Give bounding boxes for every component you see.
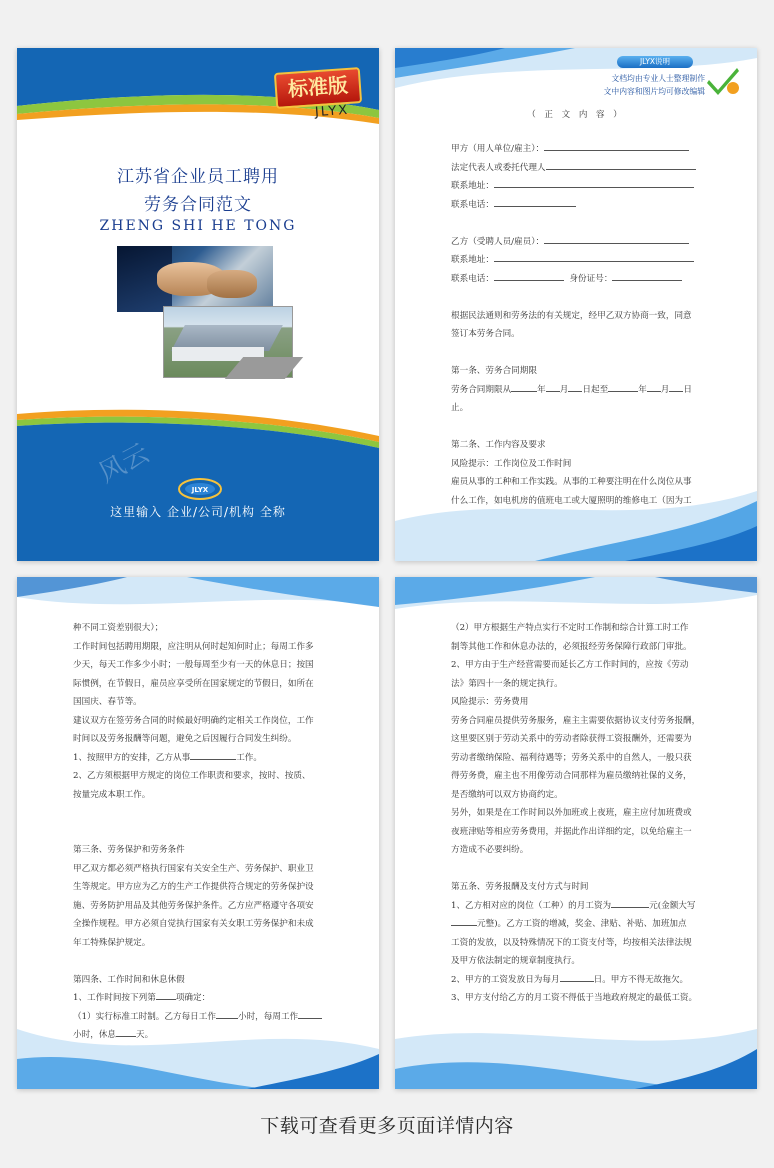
cover-title-pinyin: ZHENG SHI HE TONG (99, 218, 297, 234)
edition-badge-sub: JLYX (314, 102, 350, 121)
note-line-1: 文档均由专业人士整理制作 (611, 74, 705, 83)
contract-page-2[interactable] (395, 48, 757, 561)
svg-text:JLYX: JLYX (191, 486, 209, 494)
page3-body: 种不同工资差别很大）； 工作时间包括聘用期限，应注明从何时起知何时止；每周工作多 少天，每天工作多少小时；一般每周至少有一天的休息日；按国 际惯例，在节假日，雇员应享受所在国家规定的节假日，如所在 国国庆、春节等。 建议双方在签劳务合同的时候最好明确约定相关工作岗位，工作 时间以及劳务报酬等问题，避免之后因履行合同发生纠纷。 1、按照甲方的安排，乙方从事 工作。 2、乙方须根据甲方规定的岗位工作职责和要求，按时、按质、 按量完成本职工作。 第三条、劳务保护和劳务条件 甲乙双方都必须严格执行国家有关安全生产、劳务保护、职业卫 生等规定。甲方应为乙方的生产工作提供符合规定的劳务保护设 施、劳务防护用品及其他劳务保护条件。乙方应严格遵守各项安 全操作规程。甲方必须自觉执行国家有关女职工劳务保护和未成 年工特殊保护规定。 第四条、工作时间和休息休假 1、工作时间按下列第 项确定： （1）实行标准工时制。乙方每日工作 小时，每周工作 小时，休息 天。 (73, 619, 329, 1045)
page-bottom-wave (395, 999, 757, 1089)
note-line-2: 文中内容和图片均可修改编辑 (603, 87, 705, 96)
factory-photo (163, 306, 293, 378)
jlyx-logo-icon (177, 476, 223, 502)
handshake-photo (117, 246, 273, 312)
cover-watermark: 风云 (94, 438, 155, 490)
page-bottom-wave (395, 471, 757, 561)
company-name-placeholder: 这里输入 企业/公司/机构 全称 (110, 505, 286, 519)
note-title: JLYX说明 (617, 56, 693, 68)
checkmark-icon (707, 66, 741, 96)
contract-page-4[interactable] (395, 577, 757, 1089)
body-heading: （ 正 文 内 容 ） (527, 110, 625, 120)
download-more-caption: 下载可查看更多页面详情内容 (260, 1115, 514, 1137)
cover-page[interactable] (17, 48, 379, 561)
page4-body: （2）甲方根据生产特点实行不定时工作制和综合计算工时工作 制等其他工作和休息办法的，必须报经劳务保障行政部门审批。 2、甲方由于生产经营需要而延长乙方工作时间的，应按《劳动 法》第四十一条的规定执行。 风险提示：劳务费用 劳务合同雇员提供劳务服务，雇主主需要依据协议支付劳务报酬， 这里要区别于劳动关系中的劳动者除获得工资报酬外，还需要为 劳动者缴纳保险、福利待遇等；劳务关系中的自然人，一般只获 得劳务费，雇主也不用像劳动合同那样为雇员缴纳社保的义务， 是否缴纳可以双方协商约定。 另外，如果是在工作时间以外加班或上夜班，雇主应付加班费或 夜班津贴等相应劳务费用，并据此作出详细约定，以免给雇主一 方造成不必要纠纷。 第五条、劳务报酬及支付方式与时间 1、乙方相对应的岗位（工种）的月工资为 元(金额大写 元整)。乙方工资的增减，奖金、津贴、补贴、加班加点 工资的发放，以及特殊情况下的工资支付等，均按相关法律法规 及甲方依法制定的规章制度执行。 2、甲方的工资发放日为每月 日。甲方不得无故拖欠。 3、甲方支付给乙方的月工资不得低于当地政府规定的最低工资。 (451, 623, 701, 1003)
edition-badge: 标准版 (274, 67, 362, 109)
page2-body: 甲方（用人单位/雇主）： 法定代表人或委托代理人 联系地址： 联系电话： 乙方（受聘人员/雇员）： 联系地址： 联系电话： 身份证号： 根据民法通则和劳务法的有关规定，经甲乙双方协商一致，同意 签订本劳务合同。 第一条、劳务合同期限 劳务合同期限从 年 月 日起至 年 月 日 止。 第二条、工作内容及要求 风险提示：工作岗位及工作时间 雇员从事的工种和工作实践。从事的工种要注明在什么岗位从事 什么工作，如电机房的值班电工或大厦照明的维修电工（因为工 (451, 140, 707, 510)
cover-title-line2: 劳务合同范文 (144, 195, 252, 215)
contract-page-3[interactable] (17, 577, 379, 1089)
cover-title-line1: 江苏省企业员工聘用 (117, 167, 279, 187)
page-bottom-wave (17, 999, 379, 1089)
